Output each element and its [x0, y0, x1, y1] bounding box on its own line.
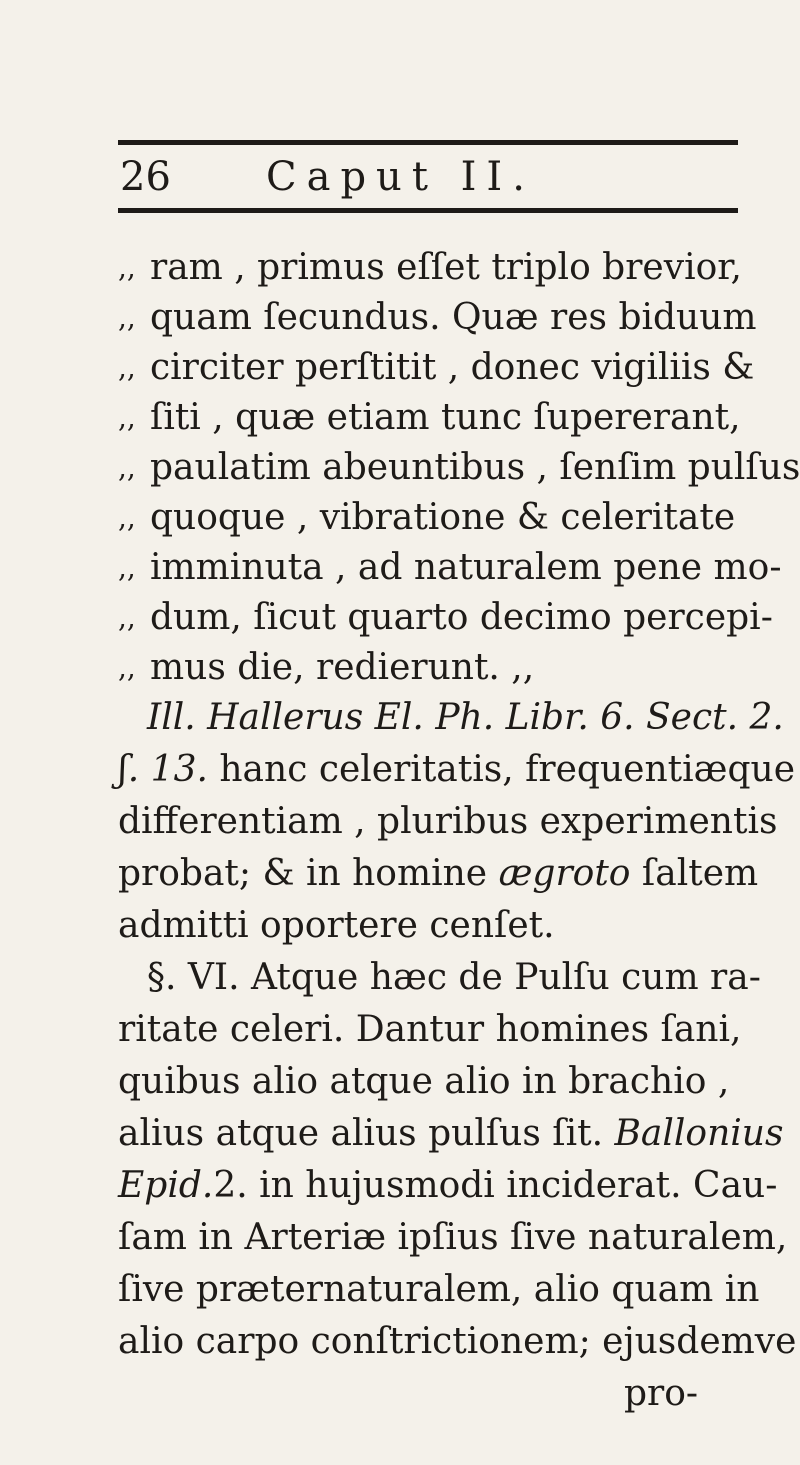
quote-text: paulatim abeuntibus , ſenſim pulſus [150, 447, 800, 488]
quote-mark: ,, [118, 601, 136, 634]
quote-line [0, 592, 800, 644]
page-number: 26 [120, 154, 171, 200]
paragraph-line: differentiam , pluribus experimentis [118, 801, 778, 842]
paragraph-line [118, 744, 795, 796]
quote-text: ram , primus eſſet triplo brevior, [150, 247, 742, 288]
line-text: ſaltem [641, 853, 759, 894]
citation: Ill. Hallerus El. Ph. Libr. 6. Sect. 2. [147, 697, 784, 738]
quote-mark: ,, [118, 351, 136, 384]
quote-text: ſiti , quæ etiam tunc ſupererant, [150, 397, 741, 438]
quote-mark: ,, [118, 301, 136, 334]
italic-term: ægroto [498, 853, 631, 894]
paragraph-line: §. VI. Atque hæc de Pulſu cum ra- [147, 957, 761, 998]
quote-mark: ,, [118, 401, 136, 434]
reference: Epid. [118, 1165, 214, 1206]
quote-text: imminuta , ad naturalem pene mo- [150, 547, 782, 588]
quote-line [0, 492, 800, 544]
catchword: pro- [624, 1373, 699, 1414]
running-title: Caput II. [266, 154, 535, 200]
quote-line [0, 642, 800, 694]
line-text: hanc celeritatis, frequentiæque [219, 749, 796, 790]
paragraph-line: admitti oportere cenſet. [118, 905, 555, 946]
quote-line [0, 392, 800, 444]
section-mark: ʃ. 13. [118, 749, 208, 790]
quote-line [0, 542, 800, 594]
quote-text: dum, ſicut quarto decimo percepi- [150, 597, 773, 638]
quote-mark: ,, [118, 551, 136, 584]
paragraph-line: ſive præternaturalem, alio quam in [118, 1269, 760, 1310]
quote-text: quam ſecundus. Quæ res biduum [150, 297, 757, 338]
quote-line [0, 442, 800, 494]
line-text: 2. in hujusmodi inciderat. Cau- [213, 1165, 778, 1206]
quote-text: mus die, redierunt. ,, [150, 647, 535, 688]
paragraph-line [118, 1108, 783, 1160]
header-rule-top [118, 140, 738, 145]
line-text: alius atque alius pulſus ſit. [118, 1113, 604, 1154]
quote-mark: ,, [118, 251, 136, 284]
quote-mark: ,, [118, 451, 136, 484]
quote-text: circiter perſtitit , donec vigiliis & [150, 347, 755, 388]
line-text: probat; & in homine [118, 853, 488, 894]
author-name: Ballonius [614, 1113, 784, 1154]
header-rule-bottom [118, 208, 738, 213]
paragraph-line [118, 848, 758, 900]
quote-mark: ,, [118, 651, 136, 684]
quote-mark: ,, [118, 501, 136, 534]
paragraph-line: ſam in Arteriæ ipſius ſive naturalem, [118, 1217, 788, 1258]
paragraph-line [118, 1160, 777, 1212]
paragraph-line: quibus alio atque alio in brachio , [118, 1061, 730, 1102]
paragraph-line: ritate celeri. Dantur homines ſani, [118, 1009, 742, 1050]
quote-line [0, 342, 800, 394]
quote-text: quoque , vibratione & celeritate [150, 497, 736, 538]
paragraph-line: alio carpo conſtrictionem; ejusdemve [118, 1321, 797, 1362]
quote-line [0, 242, 800, 294]
page-header [118, 148, 738, 206]
quote-line [0, 292, 800, 344]
